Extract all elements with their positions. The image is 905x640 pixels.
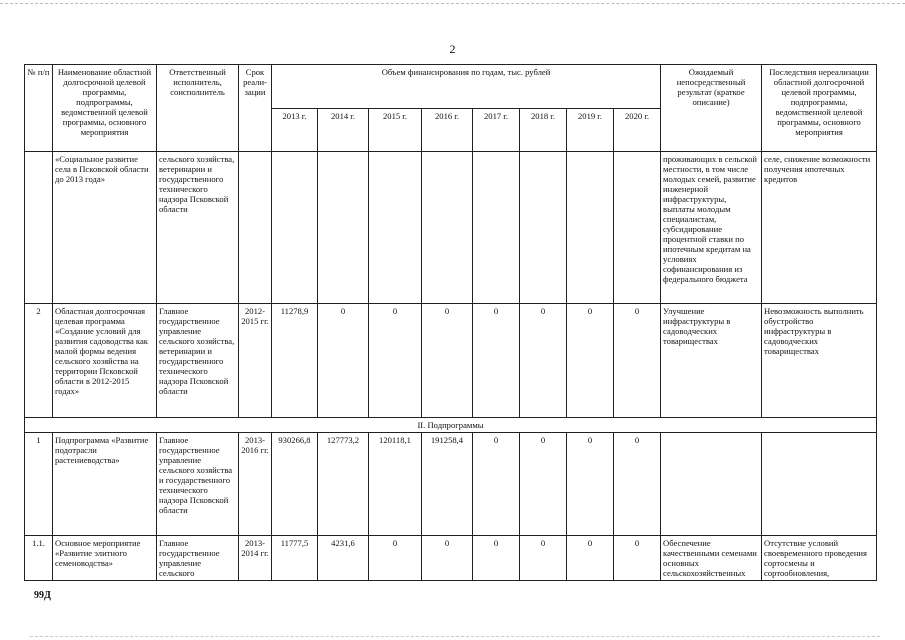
row-value: 0 [520,536,567,581]
year-header: 2017 г. [473,108,520,152]
row-value: 930266,8 [272,433,318,536]
row-value [567,152,614,304]
row-value: 0 [369,536,422,581]
row-value: 0 [520,304,567,418]
row-executor: Главное государственное управление сельского хозяйства и государственного технического надзора Псковской области [157,433,239,536]
col-name-header: Наименование областной долгосрочной целевой программы, подпрограммы, ведомственной целевой программы, основного мероприятия [53,65,157,152]
row-term [239,152,272,304]
row-value [422,152,473,304]
row-executor: Главное государственное управление сельского хозяйства, ветеринарии и государственного технического надзора Псковской области [157,304,239,418]
row-value [318,152,369,304]
col-funding-header: Объем финансирования по годам, тыс. рублей [272,65,661,109]
row-value: 0 [567,304,614,418]
row-name: Областная долгосрочная целевая программа «Создание условий для развития садоводства как малой формы ведения сельского хозяйства на территории Псковской области в 2012-2015 годах» [53,304,157,418]
row-value: 0 [473,536,520,581]
section-title: II. Подпрограммы [25,418,877,433]
col-num-header: № п/п [25,65,53,152]
table-row [25,304,877,418]
row-term: 2012-2015 гг. [239,304,272,418]
row-value: 4231,6 [318,536,369,581]
row-value [520,152,567,304]
year-header: 2019 г. [567,108,614,152]
row-num: 1 [25,433,53,536]
row-consequence: Отсутствие условий своевременного проведения сортосмены и сортообновления, [762,536,877,581]
row-value: 11278,9 [272,304,318,418]
year-header: 2020 г. [614,108,661,152]
row-num: 1.1. [25,536,53,581]
row-value: 0 [614,304,661,418]
col-term-header: Срок реали-зации [239,65,272,152]
row-value: 0 [422,304,473,418]
year-header: 2015 г. [369,108,422,152]
row-name: Подпрограмма «Развитие подотрасли растениеводства» [53,433,157,536]
scan-top-edge [0,3,905,5]
row-value: 0 [567,433,614,536]
row-name: «Социальное развитие села в Псковской области до 2013 года» [53,152,157,304]
row-consequence [762,433,877,536]
page-number: 2 [449,42,456,56]
section-row [25,418,877,433]
row-value [369,152,422,304]
row-value [614,152,661,304]
row-result: Улучшение инфраструктуры в садоводческих товариществах [661,304,762,418]
row-value: 0 [567,536,614,581]
scan-bottom-edge [30,636,880,638]
row-value: 127773,2 [318,433,369,536]
row-value: 0 [422,536,473,581]
row-value: 120118,1 [369,433,422,536]
row-value [473,152,520,304]
year-header: 2018 г. [520,108,567,152]
table-row [25,152,877,304]
row-name: Основное мероприятие «Развитие элитного семеноводства» [53,536,157,581]
table-row [25,433,877,536]
program-table [24,64,877,581]
row-term: 2013-2014 гг. [239,536,272,581]
row-value: 0 [369,304,422,418]
row-executor: сельского хозяйства, ветеринарии и государственного технического надзора Псковской области [157,152,239,304]
row-value: 0 [473,433,520,536]
row-value: 0 [614,433,661,536]
year-header: 2016 г. [422,108,473,152]
row-result: Обеспечение качественными семенами основных сельскохозяйственных [661,536,762,581]
row-term: 2013-2016 гг. [239,433,272,536]
row-num: 2 [25,304,53,418]
row-value: 0 [473,304,520,418]
col-result-header: Ожидаемый непосредственный результат (краткое описание) [661,65,762,152]
row-num [25,152,53,304]
row-consequence: Невозможность выполнить обустройство инфраструктуры в садоводческих товариществах [762,304,877,418]
row-result: проживающих в сельской местности, в том числе молодых семей, развитие инженерной инфраструктуры, выплаты молодым специалистам, субсидирование процентной ставки по ипотечным кредитам на условиях софинансирования из федерального бюджета [661,152,762,304]
row-executor: Главное государственное управление сельского [157,536,239,581]
row-value: 191258,4 [422,433,473,536]
table-row [25,536,877,581]
row-result [661,433,762,536]
row-value [272,152,318,304]
col-consequence-header: Последствия нереализации областной долгосрочной целевой программы, подпрограммы, ведомственной целевой программы, основного мероприятия [762,65,877,152]
header-row [25,65,877,109]
row-value: 0 [614,536,661,581]
year-header: 2014 г. [318,108,369,152]
footer-code: 99Д [34,590,51,601]
col-executor-header: Ответственный исполнитель, соисполнитель [157,65,239,152]
row-value: 0 [318,304,369,418]
row-consequence: селе, снижение возможности получения ипотечных кредитов [762,152,877,304]
row-value: 11777,5 [272,536,318,581]
row-value: 0 [520,433,567,536]
year-header: 2013 г. [272,108,318,152]
